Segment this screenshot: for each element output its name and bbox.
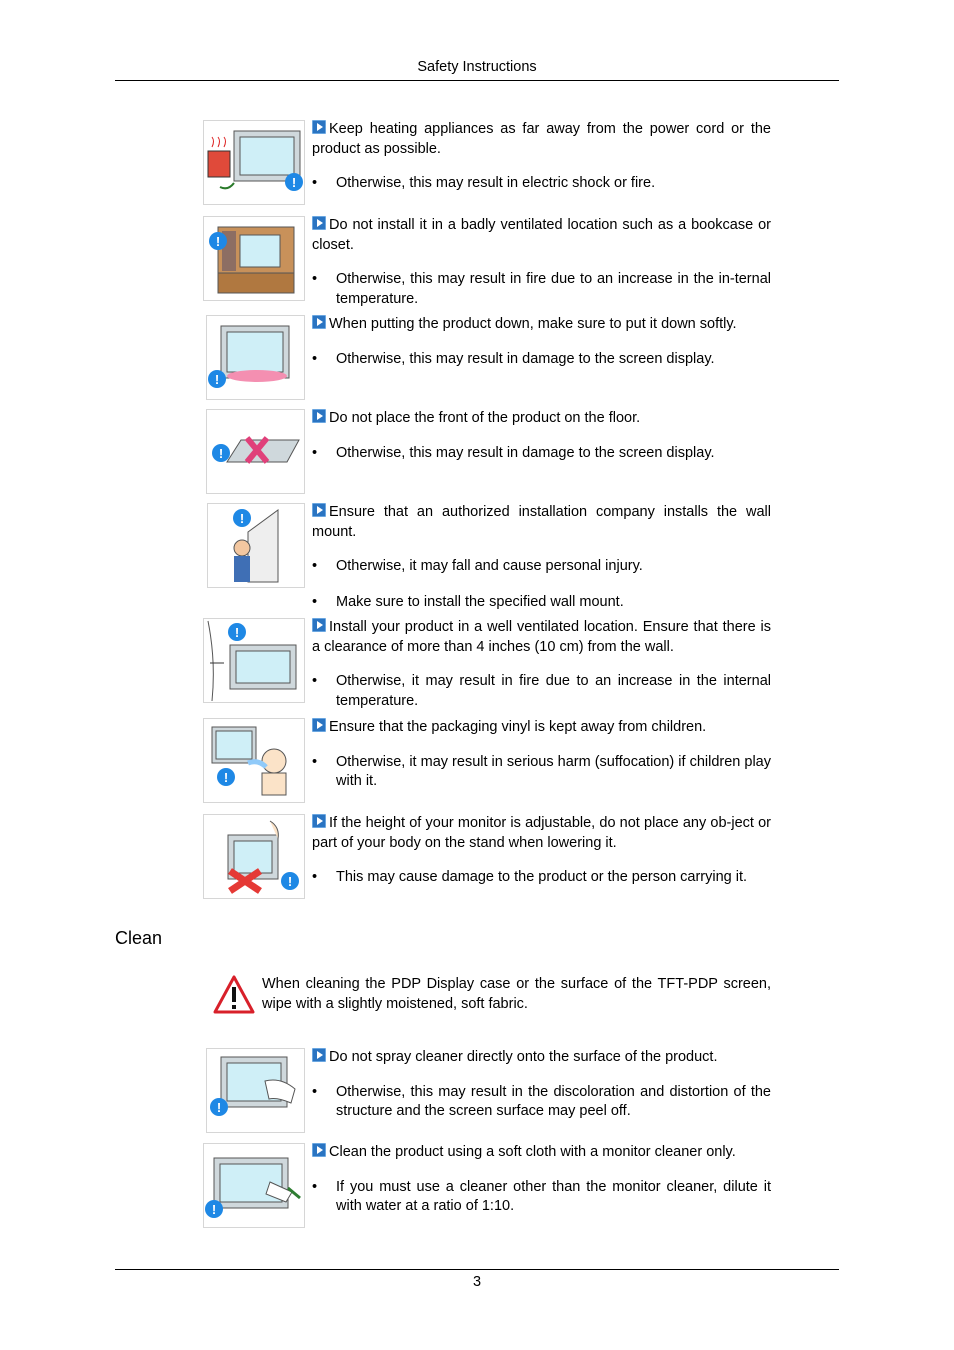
svg-text:!: !	[239, 511, 245, 526]
svg-text:!: !	[234, 625, 240, 640]
play-arrow-icon	[312, 814, 326, 828]
svg-text:!: !	[287, 874, 293, 889]
bullet-text: • If you must use a cleaner other than the monitor cleaner, dilute it with water at a ratio of 1:10.	[312, 1178, 771, 1217]
item-heading: When putting the product down, make sure to put it down softly.	[329, 316, 737, 332]
page-header-title: Safety Instructions	[417, 59, 537, 75]
bullet-text: • Otherwise, this may result in electric shock or fire.	[312, 174, 771, 194]
item-heading: Do not spray cleaner directly onto the surface of the product.	[329, 1049, 718, 1065]
spray-cleaner-illustration	[206, 1048, 305, 1133]
item-heading: Do not place the front of the product on the floor.	[329, 410, 641, 426]
play-arrow-icon	[312, 216, 326, 230]
bullet-text: • Make sure to install the specified wall mount.	[312, 593, 771, 613]
wall-mount-installer-illustration	[207, 503, 305, 588]
put-down-softly-illustration	[206, 315, 305, 400]
height-adjust-stand-illustration	[203, 814, 305, 899]
bullet-text: • Otherwise, this may result in damage to the screen display.	[312, 350, 771, 370]
play-arrow-icon	[312, 1143, 326, 1157]
heater-near-cord-illustration	[203, 120, 305, 205]
bullet-text: • Otherwise, it may result in serious harm (suffocation) if children play with it.	[312, 753, 771, 792]
packaging-vinyl-child-illustration	[203, 718, 305, 803]
item-heading: Ensure that an authorized installation company installs the wall mount.	[312, 504, 771, 540]
bullet-text: • This may cause damage to the product or the person carrying it.	[312, 868, 771, 888]
soft-cloth-cleaning-illustration	[203, 1143, 305, 1228]
item-heading: If the height of your monitor is adjustable, do not place any ob-ject or part of your body on the stand when lowering it.	[312, 815, 771, 851]
svg-text:!: !	[214, 372, 220, 387]
bullet-text: • Otherwise, it may result in fire due to an increase in the internal temperature.	[312, 672, 771, 711]
page-number: 3	[472, 1274, 482, 1290]
item-heading: Clean the product using a soft cloth with a monitor cleaner only.	[329, 1144, 736, 1160]
bullet-text: • Otherwise, this may result in fire due to an increase in the in-ternal temperature.	[312, 270, 771, 309]
svg-text:!: !	[223, 770, 229, 785]
warning-text: When cleaning the PDP Display case or the surface of the TFT-PDP screen, wipe with a slightly moistened, soft fabric.	[262, 976, 771, 1012]
svg-text:!: !	[215, 234, 221, 249]
header-rule	[115, 80, 839, 81]
play-arrow-icon	[312, 409, 326, 423]
section-title-clean: Clean	[115, 928, 163, 948]
item-heading: Do not install it in a badly ventilated location such as a bookcase or closet.	[312, 217, 771, 253]
front-on-floor-illustration	[206, 409, 305, 494]
play-arrow-icon	[312, 718, 326, 732]
play-arrow-icon	[312, 315, 326, 329]
bookcase-illustration	[203, 216, 305, 301]
warning-triangle-icon	[213, 975, 255, 1015]
play-arrow-icon	[312, 1048, 326, 1062]
svg-text:!: !	[216, 1100, 222, 1115]
svg-text:!: !	[218, 446, 224, 461]
bullet-text: • Otherwise, it may fall and cause personal injury.	[312, 557, 771, 577]
svg-text:!: !	[291, 175, 297, 190]
footer-rule	[115, 1269, 839, 1270]
bullet-text: • Otherwise, this may result in damage to the screen display.	[312, 444, 771, 464]
play-arrow-icon	[312, 618, 326, 632]
bullet-text: • Otherwise, this may result in the discoloration and distortion of the structure and the screen surface may peel off.	[312, 1083, 771, 1122]
play-arrow-icon	[312, 120, 326, 134]
play-arrow-icon	[312, 503, 326, 517]
svg-text:!: !	[211, 1202, 217, 1217]
item-heading: Install your product in a well ventilated location. Ensure that there is a clearance of more than 4 inches (10 cm) from the wall.	[312, 619, 771, 655]
ventilation-clearance-illustration	[203, 618, 305, 703]
item-heading: Keep heating appliances as far away from the power cord or the product as possible.	[312, 121, 771, 157]
item-heading: Ensure that the packaging vinyl is kept away from children.	[329, 719, 707, 735]
